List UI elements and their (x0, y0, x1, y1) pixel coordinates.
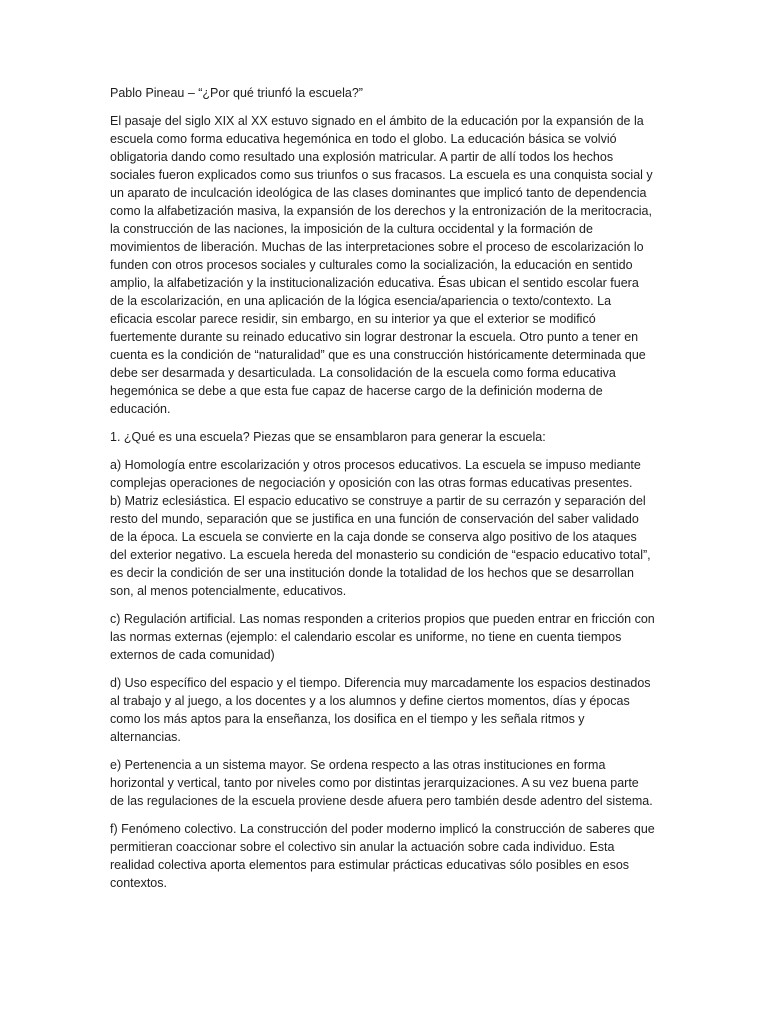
item-f-paragraph: f) Fenómeno colectivo. La construcción del poder moderno implicó la construcción de saberes que permitieran coaccionar sobre el colectivo sin anular la actuación sobre cada individuo. Esta realidad colectiva aporta elementos para estimular prácticas educativas sólo posibles en esos contextos. (110, 822, 655, 890)
item-b-paragraph: b) Matriz eclesiástica. El espacio educativo se construye a partir de su cerrazón y separación del resto del mundo, separación que se justifica en una función de conservación del saber validado de la época. La escuela se convierte en la caja donde se conserva algo positivo de los ataques del exterior negativo. La escuela hereda del monasterio su condición de “espacio educativo total”, es decir la condición de ser una institución donde la totalidad de los hechos que se desarrollan son, al menos potencialmente, educativos. (110, 494, 651, 598)
item-c-paragraph: c) Regulación artificial. Las nomas responden a criterios propios que pueden entrar en fricción con las normas externas (ejemplo: el calendario escolar es uniforme, no tiene en cuenta tiempos externos de cada comunidad) (110, 612, 655, 662)
section-heading: 1. ¿Qué es una escuela? Piezas que se ensamblaron para generar la escuela: (110, 430, 546, 444)
document-title: Pablo Pineau – “¿Por qué triunfó la escuela?” (110, 86, 363, 100)
intro-paragraph: El pasaje del siglo XIX al XX estuvo signado en el ámbito de la educación por la expansión de la escuela como forma educativa hegemónica en todo el globo. La educación básica se volvió obligatoria dando como resultado una explosión matricular. A partir de allí todos los hechos sociales fueron explicados como sus triunfos o sus fracasos. La escuela es una conquista social y un aparato de inculcación ideológica de las clases dominantes que implicó tanto de dependencia como la alfabetización masiva, la expansión de los derechos y la entronización de la meritocracia, la construcción de las naciones, la imposición de la cultura occidental y la formación de movimientos de liberación. Muchas de las interpretaciones sobre el proceso de escolarización lo funden con otros procesos sociales y culturales como la socialización, la educación en sentido amplio, la alfabetización y la institucionalización educativa. Ésas ubican el sentido escolar fuera de la escolarización, en una aplicación de la lógica esencia/apariencia o texto/contexto. La eficacia escolar parece residir, sin embargo, en su interior ya que el exterior se modificó fuertemente durante su reinado educativo sin lograr destronar la escuela. Otro punto a tener en cuenta es la condición de “naturalidad” que es una construcción históricamente determinada que debe ser desarmada y desarticulada. La consolidación de la escuela como forma educativa hegemónica se debe a que esta fue capaz de hacerse cargo de la definición moderna de educación. (110, 114, 653, 416)
item-a-paragraph: a) Homología entre escolarización y otros procesos educativos. La escuela se impuso mediante complejas operaciones de negociación y oposición con las otras formas educativas presentes. (110, 458, 641, 490)
item-e-paragraph: e) Pertenencia a un sistema mayor. Se ordena respecto a las otras instituciones en forma horizontal y vertical, tanto por niveles como por distintas jerarquizaciones. A su vez buena parte de las regulaciones de la escuela proviene desde afuera pero también desde adentro del sistema. (110, 758, 653, 808)
document-page (110, 84, 656, 902)
items-a-b-block (110, 456, 656, 600)
item-d-paragraph: d) Uso específico del espacio y el tiempo. Diferencia muy marcadamente los espacios destinados al trabajo y al juego, a los docentes y a los alumnos y define ciertos momentos, días y épocas como los más aptos para la enseñanza, los dosifica en el tiempo y les señala ritmos y alternancias. (110, 676, 651, 744)
